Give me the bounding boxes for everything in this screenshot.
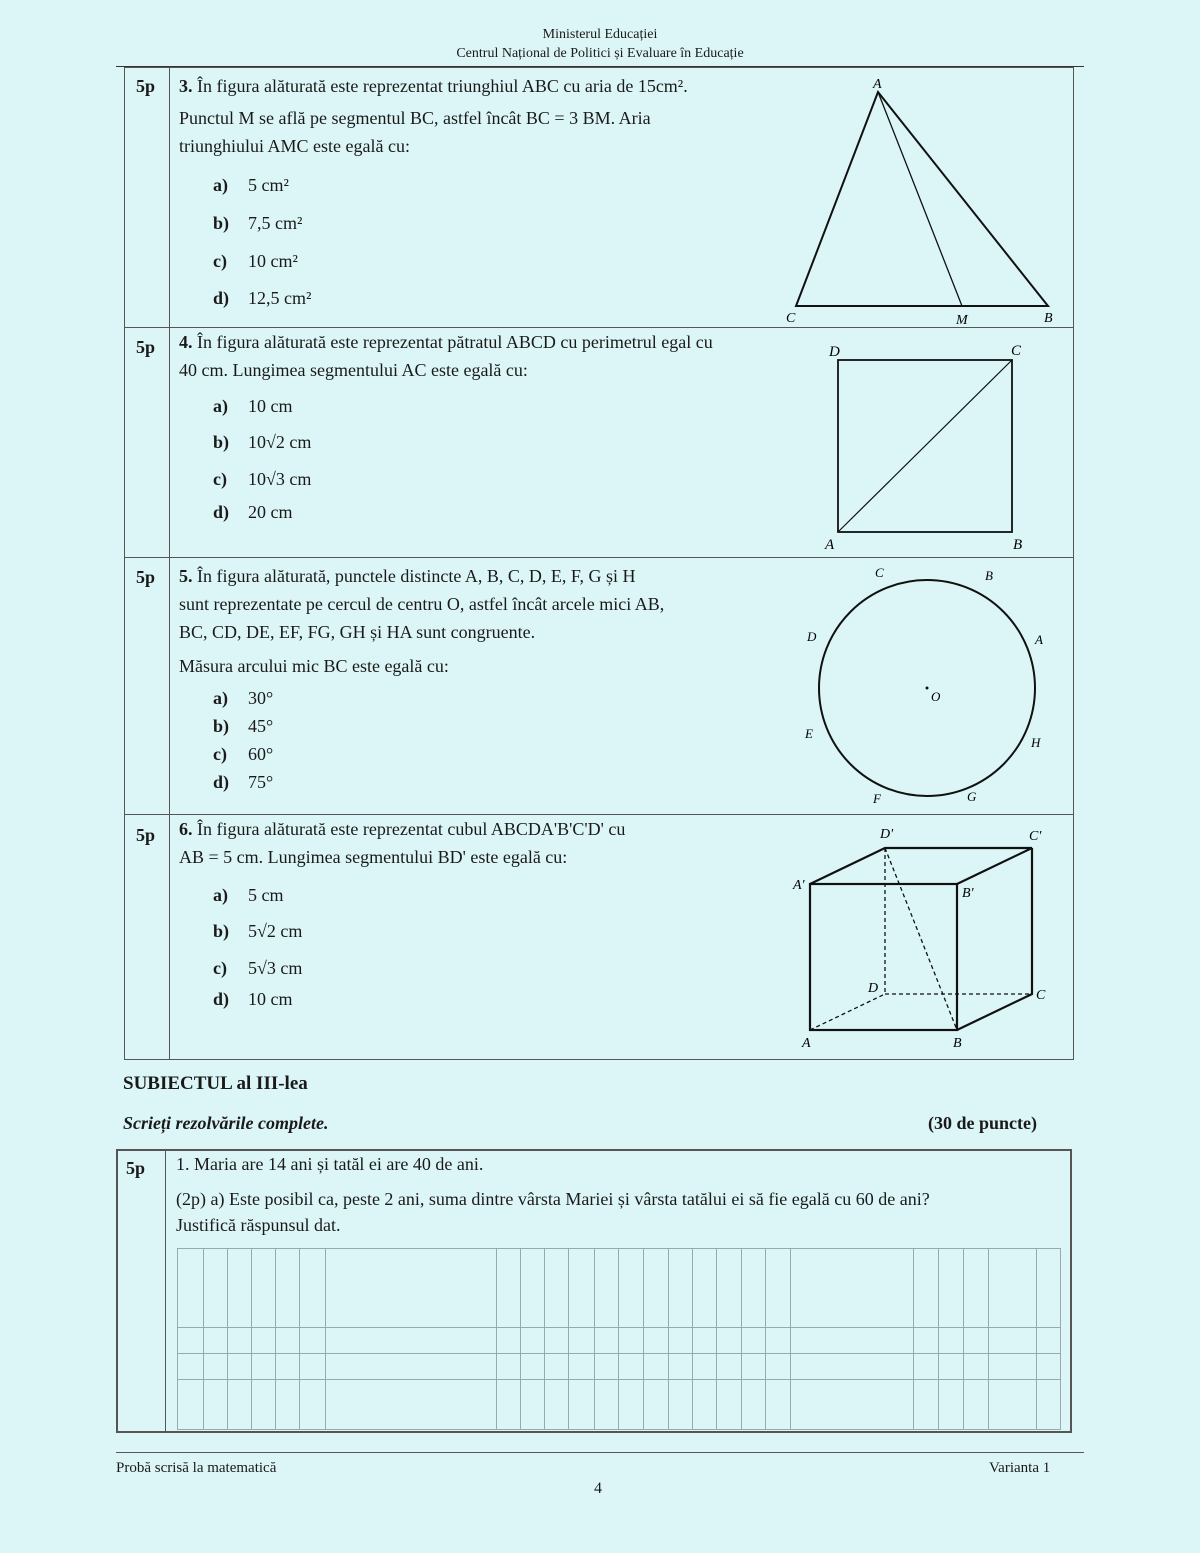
label-O: O <box>931 689 941 704</box>
label-A: A <box>802 1036 811 1051</box>
label-C: C <box>1011 343 1022 359</box>
grid-line <box>544 1249 545 1429</box>
question-line: Măsura arcului mic BC este egală cu: <box>179 656 449 676</box>
question-4-text <box>179 328 809 384</box>
grid-line <box>913 1249 914 1429</box>
option-d: d) 10 cm <box>213 989 293 1009</box>
question-line: BC, CD, DE, EF, FG, GH și HA sunt congruente. <box>179 622 536 642</box>
question-line: În figura alăturată este reprezentat cubul ABCDA'B'C'D' cu <box>197 819 626 839</box>
grid-line <box>668 1249 669 1429</box>
page-number: 4 <box>594 1480 602 1497</box>
question-line: (2p) a) Este posibil ca, peste 2 ani, suma dintre vârsta Mariei și vârsta tatălui ei să fie egală cu 60 de ani? <box>176 1189 930 1209</box>
option-c: c) 60° <box>213 744 274 764</box>
question-number: 4. <box>179 332 193 352</box>
points-label: 5p <box>136 825 156 845</box>
grid-line <box>790 1249 791 1429</box>
option-a: a) 30° <box>213 688 274 708</box>
question-line: În figura alăturată este reprezentat pătratul ABCD cu perimetrul egal cu <box>197 332 713 352</box>
question-number: 5. <box>179 566 193 586</box>
label-C: C <box>1036 988 1046 1003</box>
grid-line <box>568 1249 569 1429</box>
top-face <box>810 848 1032 884</box>
grid-line <box>325 1249 326 1429</box>
label-B1: B' <box>962 886 974 901</box>
label-C: C <box>875 565 884 580</box>
option-b: b) 7,5 cm² <box>213 213 303 233</box>
question-line: AB = 5 cm. Lungimea segmentului BD' este egală cu: <box>179 847 568 867</box>
segment-bd1 <box>885 848 957 1030</box>
cube-figure <box>785 818 1065 1058</box>
label-C: C <box>786 311 796 326</box>
triangle-figure <box>780 72 1070 330</box>
label-D: D <box>868 981 879 996</box>
question-line: Justifică răspunsul dat. <box>176 1215 341 1235</box>
label-F: F <box>873 791 881 806</box>
label-E: E <box>805 726 813 741</box>
question-number: 3. <box>179 76 193 96</box>
question-3-text <box>179 72 779 160</box>
label-A: A <box>873 77 882 92</box>
grid-line <box>692 1249 693 1429</box>
question-line: triunghiului AMC este egală cu: <box>179 136 410 156</box>
points-label: 5p <box>136 76 156 96</box>
label-D1: D' <box>880 827 894 842</box>
label-H: H <box>1031 735 1041 750</box>
option-a: a) 5 cm <box>213 885 284 905</box>
grid-line <box>496 1249 497 1429</box>
section-instruction: Scrieți rezolvările complete. <box>123 1113 329 1133</box>
label-D: D <box>829 344 840 360</box>
question-line: În figura alăturată, punctele distincte A, B, C, D, E, F, G și H <box>197 566 636 586</box>
header-ministry: Ministerul Educației <box>542 27 658 42</box>
segment-am <box>878 92 962 306</box>
option-c: c) 10√3 cm <box>213 469 312 489</box>
label-C1: C' <box>1029 829 1042 844</box>
grid-line <box>741 1249 742 1429</box>
edge-ad <box>810 994 885 1030</box>
question-number: 6. <box>179 819 193 839</box>
label-A1: A' <box>793 878 805 893</box>
question-6-text <box>179 815 769 871</box>
grid-line <box>227 1249 228 1429</box>
triangle-abc <box>796 92 1048 306</box>
option-a: a) 10 cm <box>213 396 293 416</box>
question-line: 40 cm. Lungimea segmentului AC este egală cu: <box>179 360 528 380</box>
option-b: b) 45° <box>213 716 274 736</box>
label-B: B <box>1013 537 1023 553</box>
right-face <box>957 848 1032 1030</box>
grid-line <box>178 1353 1060 1354</box>
points-column-divider <box>165 1150 166 1432</box>
square-figure <box>815 335 1045 555</box>
label-A: A <box>825 537 835 553</box>
question-line: Punctul M se află pe segmentul BC, astfel încât BC = 3 BM. Aria <box>179 108 651 128</box>
front-face <box>810 884 957 1030</box>
option-c: c) 10 cm² <box>213 251 298 271</box>
label-B: B <box>953 1036 962 1051</box>
option-a: a) 5 cm² <box>213 175 289 195</box>
section-total-points: (30 de puncte) <box>928 1113 1037 1133</box>
label-G: G <box>967 789 977 804</box>
grid-line <box>251 1249 252 1429</box>
section-title: SUBIECTUL al III-lea <box>123 1073 308 1094</box>
footer-rule <box>116 1452 1084 1453</box>
diagonal-ac <box>838 360 1012 532</box>
grid-line <box>178 1327 1060 1328</box>
grid-line <box>520 1249 521 1429</box>
header-center: Centrul Național de Politici și Evaluare în Educație <box>456 46 744 61</box>
label-D: D <box>807 629 817 644</box>
grid-line <box>299 1249 300 1429</box>
grid-line <box>716 1249 717 1429</box>
grid-line <box>1036 1249 1037 1429</box>
grid-line <box>275 1249 276 1429</box>
option-b: b) 10√2 cm <box>213 432 312 452</box>
option-b: b) 5√2 cm <box>213 921 303 941</box>
option-d: d) 12,5 cm² <box>213 288 312 308</box>
option-d: d) 20 cm <box>213 502 293 522</box>
option-c: c) 5√3 cm <box>213 958 303 978</box>
question-line: În figura alăturată este reprezentat triunghiul ABC cu aria de 15cm². <box>197 76 688 96</box>
center-point <box>926 687 929 690</box>
circle-figure <box>795 560 1065 810</box>
grid-line <box>594 1249 595 1429</box>
label-B: B <box>985 568 993 583</box>
answer-grid[interactable] <box>177 1248 1061 1430</box>
row-divider <box>124 557 1074 558</box>
grid-line <box>988 1249 989 1429</box>
grid-line <box>178 1379 1060 1380</box>
footer-right: Varianta 1 <box>989 1460 1051 1476</box>
grid-line <box>203 1249 204 1429</box>
points-column-divider <box>169 67 170 1060</box>
points-label: 5p <box>126 1158 146 1178</box>
footer-left: Probă scrisă la matematică <box>116 1460 277 1476</box>
label-M: M <box>956 313 968 328</box>
question-line: 1. Maria are 14 ani și tatăl ei are 40 de ani. <box>176 1154 484 1174</box>
grid-line <box>618 1249 619 1429</box>
grid-line <box>765 1249 766 1429</box>
section3-question-1 <box>176 1150 1066 1240</box>
label-B: B <box>1044 311 1053 326</box>
grid-line <box>963 1249 964 1429</box>
grid-line <box>643 1249 644 1429</box>
grid-line <box>938 1249 939 1429</box>
points-label: 5p <box>136 337 156 357</box>
points-label: 5p <box>136 567 156 587</box>
question-5-text <box>179 562 789 680</box>
option-d: d) 75° <box>213 772 274 792</box>
label-A: A <box>1035 632 1043 647</box>
question-line: sunt reprezentate pe cercul de centru O, astfel încât arcele mici AB, <box>179 594 665 614</box>
